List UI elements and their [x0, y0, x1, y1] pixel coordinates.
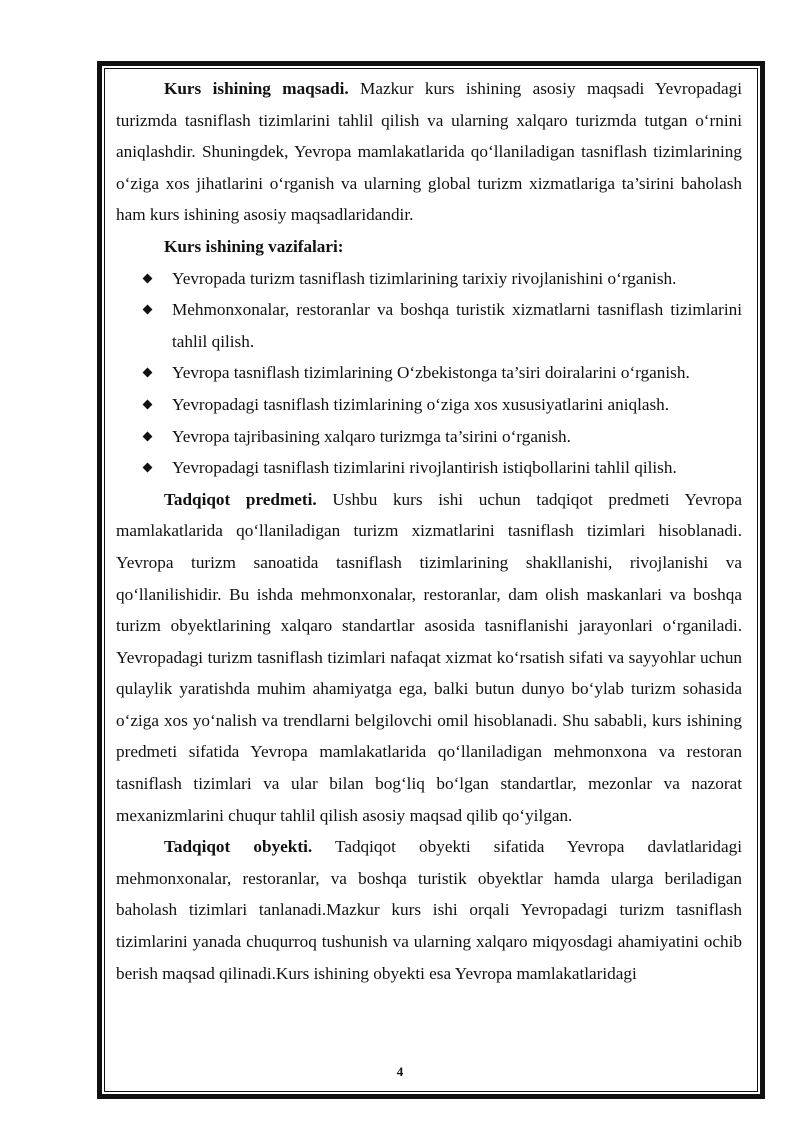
list-item-text: Yevropa tajribasining xalqaro turizmga ta’sirini o‘rganish. [172, 426, 571, 446]
list-item-text: Yevropadagi tasniflash tizimlarini rivojlantirish istiqbollarini tahlil qilish. [172, 458, 677, 478]
list-item-text: Yevropa tasniflash tizimlarining O‘zbekistonga ta’siri doiralarini o‘rganish. [172, 363, 690, 383]
list-item [116, 421, 742, 453]
page-number: 4 [396, 1064, 404, 1079]
list-item-text: Yevropadagi tasniflash tizimlarining o‘ziga xos xususiyatlarini aniqlash. [172, 394, 670, 414]
list-item [116, 294, 742, 357]
diamond-bullet-icon [143, 463, 153, 473]
diamond-bullet-icon [143, 368, 153, 378]
list-item-text: Yevropada turizm tasniflash tizimlarining tarixiy rivojlanishini o‘rganish. [172, 268, 677, 288]
subject-paragraph [116, 484, 742, 832]
list-item [116, 452, 742, 484]
diamond-bullet-icon [143, 305, 153, 315]
list-item [116, 263, 742, 295]
purpose-text: Mazkur kurs ishining asosiy maqsadi Yevropadagi turizmda tasniflash tizimlarini tahlil qilish va ularning xalqaro turizmda tutgan o‘rnini aniqlashdir. Shuningdek, Yevropa mamlakatlarida qo‘llaniladigan tasniflash tizimlarining o‘ziga xos jihatlarini o‘rganish va ularning global turizm xizmatlariga ta’sirini baholash ham kurs ishining asosiy maqsadlaridandir. [116, 79, 743, 225]
subject-text: Ushbu kurs ishi uchun tadqiqot predmeti Yevropa mamlakatlarida qo‘llaniladigan turizm xizmatlarini tasniflash tizimlari hisoblanadi. Yevropa turizm sanoatida tasniflash tizimlarining shakllanishi, rivojlanishi va qo‘llanilishidir. Bu ishda mehmonxonalar, restoranlar, dam olish maskanlari va boshqa turizm obyektlarining xalqaro standartlar asosida tasniflanishi jarayonlari o‘rganiladi. Yevropadagi turizm tasniflash tizimlari nafaqat xizmat ko‘rsatish sifati va sayyohlar uchun qulaylik yaratishda muhim ahamiyatga ega, balki butun dunyo bo‘ylab turizm sohasida o‘ziga xos yo‘nalish va trendlarni belgilovchi omil hisoblanadi. Shu sababli, kurs ishining predmeti sifatida Yevropa mamlakatlarida qo‘llaniladigan mehmonxona va restoran tasniflash tizimlari va ular bilan bog‘liq bo‘lgan standartlar, mezonlar va nazorat mexanizmlarini chuqur tahlil qilish asosiy maqsad qilib qo‘yilgan. [116, 489, 742, 825]
diamond-bullet-icon [143, 431, 153, 441]
list-item [116, 389, 742, 421]
object-text: Tadqiqot obyekti sifatida Yevropa davlatlaridagi mehmonxonalar, restoranlar, va boshqa turistik obyektlar hamda ularga beriladigan baholash tizimlari tanlanadi.Mazkur kurs ishi orqali Yevropadagi turizm tasniflash tizimlarini yanada chuqurroq tushunish va ularning xalqaro miqyosdagi ahamiyatini ochib berish maqsad qilinadi.Kurs ishining obyekti esa Yevropa mamlakatlaridagi [116, 837, 742, 983]
diamond-bullet-icon [143, 273, 153, 283]
tasks-list [116, 263, 742, 484]
list-item [116, 357, 742, 389]
diamond-bullet-icon [143, 399, 153, 409]
object-paragraph [116, 831, 742, 989]
document-body [116, 73, 742, 989]
purpose-lead: Kurs ishining maqsadi. [164, 79, 349, 98]
object-lead: Tadqiqot obyekti. [164, 837, 313, 857]
subject-lead: Tadqiqot predmeti. [164, 489, 317, 509]
list-item-text: Mehmonxonalar, restoranlar va boshqa turistik xizmatlarni tasniflash tizimlarini tahlil qilish. [172, 300, 742, 351]
tasks-heading: Kurs ishining vazifalari: [164, 236, 344, 256]
purpose-paragraph [116, 73, 742, 231]
